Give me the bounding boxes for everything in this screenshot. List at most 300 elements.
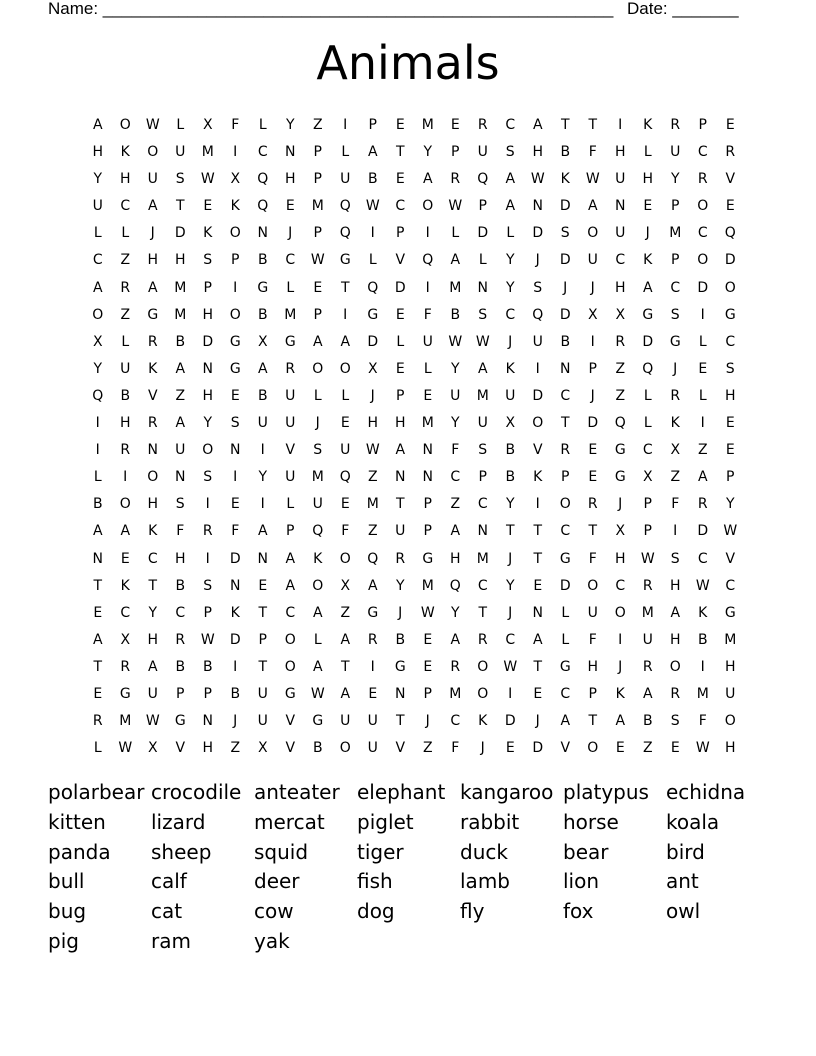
grid-letter: W: [310, 685, 325, 702]
grid-letter: O: [312, 577, 324, 594]
grid-letter: I: [233, 469, 238, 486]
grid-letter: T: [505, 523, 515, 540]
word-bank-item: polarbear: [48, 780, 145, 804]
grid-letter: E: [725, 415, 735, 432]
grid-letter: H: [119, 415, 131, 432]
grid-letter: E: [725, 117, 735, 133]
grid-letter: A: [340, 631, 351, 648]
grid-letter: M: [366, 496, 379, 513]
word-bank-item: ram: [151, 928, 191, 953]
grid-letter: G: [724, 306, 736, 323]
grid-letter: E: [423, 631, 433, 648]
grid-letter: R: [395, 550, 406, 567]
grid-letter: D: [174, 225, 186, 242]
grid-letter: G: [284, 333, 296, 350]
grid-letter: Z: [697, 442, 708, 459]
grid-letter: R: [450, 171, 461, 188]
word-bank-item: piglet: [357, 809, 414, 834]
grid-letter: E: [395, 306, 405, 323]
date-field-line: Date: _______: [627, 0, 739, 18]
grid-letter: T: [533, 523, 543, 540]
grid-letter: U: [532, 333, 543, 350]
grid-letter: U: [615, 225, 626, 242]
grid-letter: N: [477, 279, 488, 296]
grid-letter: H: [394, 415, 406, 432]
grid-letter: L: [258, 117, 267, 133]
grid-letter: A: [367, 577, 378, 594]
grid-letter: B: [230, 685, 241, 702]
grid-letter: T: [340, 658, 350, 675]
grid-letter: P: [423, 496, 432, 513]
grid-letter: D: [504, 713, 516, 730]
grid-letter: L: [93, 740, 102, 757]
grid-letter: F: [231, 117, 240, 133]
grid-letter: O: [119, 117, 131, 133]
grid-letter: L: [313, 631, 322, 648]
grid-letter: J: [398, 604, 403, 621]
grid-letter: G: [229, 360, 241, 377]
grid-letter: P: [478, 469, 487, 486]
grid-letter: N: [202, 360, 213, 377]
grid-letter: Z: [450, 496, 461, 513]
grid-letter: I: [343, 306, 348, 323]
grid-letter: U: [642, 631, 653, 648]
grid-letter: E: [93, 685, 103, 702]
grid-letter: Z: [340, 604, 351, 621]
grid-letter: W: [420, 604, 435, 621]
grid-letter: R: [477, 631, 488, 648]
grid-letter: T: [588, 713, 598, 730]
grid-letter: G: [229, 333, 241, 350]
word-bank-item: owl: [666, 899, 701, 924]
grid-letter: R: [587, 496, 598, 513]
grid-letter: U: [587, 252, 598, 269]
grid-letter: O: [147, 469, 159, 486]
grid-letter: U: [340, 442, 351, 459]
grid-letter: V: [285, 740, 296, 757]
grid-letter: Z: [615, 360, 626, 377]
grid-letter: H: [587, 658, 599, 675]
word-bank-item: rabbit: [460, 809, 520, 834]
grid-letter: W: [145, 117, 160, 133]
grid-letter: I: [370, 225, 375, 242]
grid-row: [84, 465, 744, 492]
grid-letter: T: [560, 117, 570, 133]
grid-letter: B: [202, 658, 213, 675]
grid-letter: E: [588, 469, 598, 486]
grid-letter: W: [475, 333, 490, 350]
grid-letter: T: [175, 198, 185, 215]
grid-letter: Z: [642, 740, 653, 757]
grid-letter: L: [451, 225, 460, 242]
grid-row: [84, 221, 744, 248]
grid-letter: A: [615, 713, 626, 730]
grid-letter: T: [588, 117, 598, 133]
grid-letter: K: [698, 604, 708, 621]
grid-letter: T: [533, 658, 543, 675]
word-bank-item: lizard: [151, 809, 206, 834]
grid-letter: D: [229, 631, 241, 648]
grid-letter: R: [92, 713, 103, 730]
grid-letter: E: [423, 387, 433, 404]
grid-letter: W: [310, 252, 325, 269]
grid-letter: Y: [725, 496, 735, 513]
grid-letter: E: [725, 442, 735, 459]
grid-letter: C: [285, 604, 296, 621]
grid-letter: U: [367, 713, 378, 730]
grid-letter: L: [561, 604, 570, 621]
grid-letter: Y: [450, 604, 460, 621]
grid-letter: J: [370, 387, 375, 404]
grid-letter: A: [505, 198, 516, 215]
grid-letter: G: [312, 713, 324, 730]
grid-letter: Q: [724, 225, 736, 242]
grid-letter: K: [148, 360, 158, 377]
grid-row: [84, 682, 744, 709]
grid-letter: H: [614, 144, 626, 161]
grid-letter: B: [367, 171, 378, 188]
word-bank-item: lion: [563, 869, 600, 894]
word-bank-item: fish: [357, 869, 393, 894]
grid-letter: U: [367, 740, 378, 757]
grid-letter: U: [312, 496, 323, 513]
grid-letter: O: [724, 279, 736, 296]
grid-letter: A: [505, 171, 516, 188]
grid-letter: X: [367, 360, 378, 377]
grid-letter: F: [671, 496, 680, 513]
grid-letter: H: [614, 550, 626, 567]
grid-letter: O: [92, 306, 104, 323]
grid-letter: Q: [532, 306, 544, 323]
grid-letter: J: [233, 713, 238, 730]
word-search-grid: [84, 113, 744, 763]
grid-letter: J: [508, 550, 513, 567]
grid-letter: M: [696, 685, 709, 702]
grid-letter: C: [697, 550, 708, 567]
grid-letter: T: [395, 713, 405, 730]
grid-letter: K: [560, 171, 570, 188]
grid-letter: R: [697, 496, 708, 513]
grid-letter: C: [560, 523, 571, 540]
grid-letter: E: [670, 740, 680, 757]
grid-letter: A: [395, 442, 406, 459]
word-bank-item: cow: [254, 899, 294, 924]
grid-letter: I: [673, 523, 678, 540]
grid-letter: N: [395, 685, 406, 702]
word-bank-item: bear: [563, 839, 609, 864]
grid-letter: B: [175, 333, 186, 350]
grid-letter: I: [95, 415, 100, 432]
grid-letter: C: [120, 198, 131, 215]
grid-letter: U: [725, 685, 736, 702]
grid-letter: O: [587, 225, 599, 242]
grid-letter: U: [120, 360, 131, 377]
grid-letter: Q: [92, 387, 104, 404]
grid-letter: O: [339, 360, 351, 377]
grid-letter: A: [422, 171, 433, 188]
grid-letter: H: [614, 279, 626, 296]
grid-letter: Y: [148, 604, 158, 621]
grid-letter: E: [533, 685, 543, 702]
grid-letter: P: [396, 225, 405, 242]
grid-letter: G: [367, 604, 379, 621]
grid-letter: H: [202, 740, 214, 757]
grid-letter: X: [230, 171, 241, 188]
grid-letter: P: [203, 604, 212, 621]
grid-row: [84, 384, 744, 411]
grid-letter: I: [233, 279, 238, 296]
grid-row: [84, 601, 744, 628]
grid-letter: C: [477, 577, 488, 594]
grid-letter: B: [120, 387, 131, 404]
grid-letter: G: [257, 279, 269, 296]
grid-letter: S: [533, 279, 543, 296]
grid-letter: S: [478, 306, 488, 323]
grid-letter: H: [724, 387, 736, 404]
word-bank-item: mercat: [254, 809, 325, 834]
grid-letter: N: [395, 469, 406, 486]
grid-letter: A: [367, 144, 378, 161]
grid-letter: P: [313, 225, 322, 242]
grid-letter: R: [477, 117, 488, 133]
grid-letter: U: [175, 442, 186, 459]
grid-letter: L: [423, 360, 432, 377]
grid-letter: N: [92, 550, 103, 567]
grid-letter: A: [92, 523, 103, 540]
grid-letter: Y: [93, 171, 103, 188]
grid-letter: Q: [642, 360, 654, 377]
grid-letter: V: [395, 252, 406, 269]
grid-letter: T: [258, 658, 268, 675]
grid-letter: Z: [367, 469, 378, 486]
grid-letter: H: [669, 577, 681, 594]
grid-letter: U: [395, 523, 406, 540]
grid-letter: O: [697, 252, 709, 269]
grid-letter: C: [120, 604, 131, 621]
grid-row: [84, 113, 744, 140]
grid-letter: E: [725, 198, 735, 215]
grid-letter: P: [313, 306, 322, 323]
grid-letter: S: [175, 171, 185, 188]
grid-letter: W: [695, 740, 710, 757]
grid-letter: O: [339, 550, 351, 567]
grid-letter: U: [587, 604, 598, 621]
grid-letter: A: [477, 360, 488, 377]
grid-row: [84, 709, 744, 736]
grid-letter: M: [724, 631, 737, 648]
grid-letter: E: [698, 360, 708, 377]
grid-letter: B: [395, 631, 406, 648]
grid-letter: E: [395, 171, 405, 188]
grid-letter: N: [422, 469, 433, 486]
grid-letter: A: [257, 523, 268, 540]
grid-letter: J: [508, 333, 513, 350]
grid-letter: T: [533, 550, 543, 567]
grid-letter: V: [175, 740, 186, 757]
grid-letter: I: [700, 658, 705, 675]
word-bank-item: fly: [460, 899, 485, 924]
grid-letter: U: [340, 171, 351, 188]
grid-letter: K: [643, 117, 653, 133]
grid-letter: W: [448, 198, 463, 215]
grid-letter: P: [396, 387, 405, 404]
grid-letter: J: [645, 225, 650, 242]
grid-letter: P: [176, 685, 185, 702]
grid-letter: K: [670, 415, 680, 432]
grid-letter: B: [312, 740, 323, 757]
grid-letter: I: [205, 496, 210, 513]
grid-letter: M: [449, 279, 462, 296]
grid-letter: O: [532, 415, 544, 432]
grid-letter: R: [285, 360, 296, 377]
grid-letter: E: [395, 117, 405, 133]
word-bank-item: calf: [151, 869, 187, 894]
grid-row: [84, 140, 744, 167]
grid-letter: O: [587, 740, 599, 757]
grid-letter: G: [422, 550, 434, 567]
grid-letter: K: [230, 604, 240, 621]
grid-letter: E: [423, 658, 433, 675]
grid-letter: K: [230, 198, 240, 215]
grid-letter: A: [532, 117, 543, 133]
grid-letter: J: [618, 658, 623, 675]
grid-letter: F: [588, 144, 597, 161]
word-bank-item: pig: [48, 928, 79, 953]
grid-letter: K: [148, 523, 158, 540]
grid-letter: T: [258, 604, 268, 621]
grid-letter: T: [395, 144, 405, 161]
grid-letter: A: [120, 523, 131, 540]
grid-letter: E: [450, 117, 460, 133]
grid-letter: J: [590, 279, 595, 296]
grid-letter: N: [257, 225, 268, 242]
grid-letter: S: [478, 442, 488, 459]
grid-letter: T: [340, 279, 350, 296]
grid-letter: O: [477, 658, 489, 675]
grid-letter: L: [698, 333, 707, 350]
grid-letter: D: [229, 550, 241, 567]
grid-letter: R: [367, 631, 378, 648]
grid-letter: N: [422, 442, 433, 459]
word-bank-item: elephant: [357, 780, 446, 804]
grid-letter: B: [642, 713, 653, 730]
grid-letter: D: [394, 279, 406, 296]
grid-letter: A: [560, 713, 571, 730]
grid-letter: P: [313, 171, 322, 188]
grid-letter: L: [643, 144, 652, 161]
grid-letter: S: [670, 550, 680, 567]
grid-letter: Q: [257, 198, 269, 215]
grid-letter: J: [563, 279, 568, 296]
grid-letter: Q: [339, 469, 351, 486]
grid-letter: W: [640, 550, 655, 567]
grid-letter: U: [422, 333, 433, 350]
grid-letter: M: [476, 550, 489, 567]
grid-letter: C: [560, 387, 571, 404]
grid-letter: K: [313, 550, 323, 567]
word-bank-item: duck: [460, 839, 508, 864]
grid-letter: C: [697, 225, 708, 242]
grid-letter: H: [174, 550, 186, 567]
grid-letter: R: [670, 387, 681, 404]
word-bank-item: crocodile: [151, 780, 242, 804]
grid-letter: Q: [367, 550, 379, 567]
grid-letter: B: [257, 306, 268, 323]
grid-letter: P: [368, 117, 377, 133]
grid-letter: C: [285, 252, 296, 269]
grid-letter: G: [119, 685, 131, 702]
grid-letter: S: [560, 225, 570, 242]
grid-letter: C: [670, 279, 681, 296]
grid-letter: B: [505, 469, 516, 486]
grid-letter: Z: [120, 306, 131, 323]
grid-row: [84, 194, 744, 221]
grid-letter: H: [147, 496, 159, 513]
grid-letter: H: [284, 171, 296, 188]
grid-letter: P: [588, 685, 597, 702]
grid-letter: X: [670, 442, 681, 459]
grid-row: [84, 411, 744, 438]
grid-letter: G: [284, 685, 296, 702]
grid-letter: S: [670, 713, 680, 730]
grid-letter: O: [229, 306, 241, 323]
grid-letter: X: [505, 415, 516, 432]
grid-letter: G: [174, 713, 186, 730]
grid-row: [84, 330, 744, 357]
grid-letter: D: [202, 333, 214, 350]
grid-letter: U: [285, 387, 296, 404]
grid-letter: C: [450, 469, 461, 486]
grid-letter: G: [614, 442, 626, 459]
grid-letter: W: [723, 523, 738, 540]
grid-letter: C: [642, 442, 653, 459]
grid-letter: A: [92, 117, 103, 133]
grid-letter: E: [230, 496, 240, 513]
grid-letter: Y: [258, 469, 268, 486]
grid-letter: D: [697, 523, 709, 540]
grid-letter: R: [147, 333, 158, 350]
grid-letter: Z: [120, 252, 131, 269]
grid-letter: A: [257, 360, 268, 377]
grid-letter: S: [203, 252, 213, 269]
grid-letter: X: [202, 117, 213, 133]
grid-letter: A: [340, 685, 351, 702]
grid-letter: M: [119, 713, 132, 730]
grid-letter: U: [175, 144, 186, 161]
grid-letter: A: [285, 577, 296, 594]
grid-letter: O: [147, 144, 159, 161]
grid-letter: K: [533, 469, 543, 486]
grid-row: [84, 248, 744, 275]
grid-letter: H: [532, 144, 544, 161]
grid-letter: O: [284, 631, 296, 648]
grid-letter: K: [478, 713, 488, 730]
grid-letter: M: [174, 279, 187, 296]
grid-letter: Y: [505, 252, 515, 269]
grid-letter: J: [288, 225, 293, 242]
grid-letter: P: [726, 469, 735, 486]
grid-letter: M: [421, 415, 434, 432]
grid-letter: I: [535, 360, 540, 377]
grid-letter: H: [449, 550, 461, 567]
grid-letter: L: [121, 225, 130, 242]
grid-letter: V: [725, 550, 736, 567]
grid-letter: X: [257, 333, 268, 350]
grid-letter: E: [395, 360, 405, 377]
grid-letter: D: [367, 333, 379, 350]
word-bank-item: yak: [254, 928, 290, 953]
grid-letter: V: [285, 713, 296, 730]
